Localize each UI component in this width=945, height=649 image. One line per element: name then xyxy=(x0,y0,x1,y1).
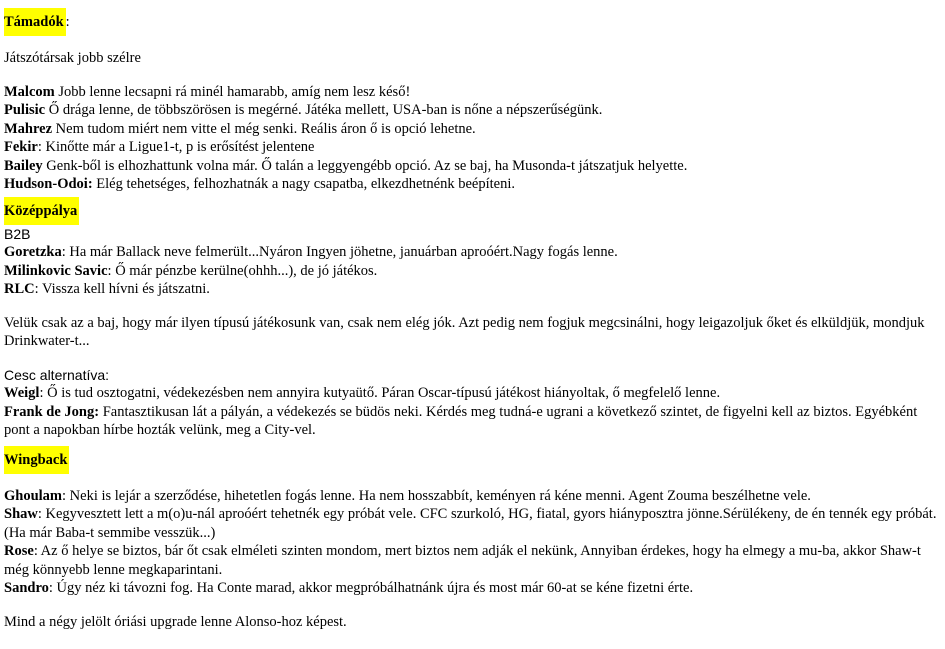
attackers-heading: Támadók xyxy=(4,8,66,36)
player-name: Pulisic xyxy=(4,102,46,118)
player-entry: Ghoulam: Neki is lejár a szerződése, hihetetlen fogás lenne. Ha nem hosszabbít, keményen rá kéne menni. Agent Zouma beszélhetne vele. xyxy=(4,487,811,504)
player-name: Rose xyxy=(4,543,34,559)
wingback-section xyxy=(4,446,941,632)
player-entry xyxy=(4,157,941,176)
player-entry: Weigl: Ő is tud osztogatni, védekezésben nem annyira kutyaütő. Páran Oscar-típusú játékost hiányoltak, ő megfelelő lenne. xyxy=(4,385,721,401)
wingback-heading: Wingback xyxy=(4,446,69,474)
attackers-heading-colon: : xyxy=(65,14,70,30)
player-entry xyxy=(4,83,941,102)
player-entry xyxy=(4,403,941,440)
player-comment: Úgy néz ki távozni fog. Ha Conte marad, akkor megpróbálhatnánk újra és most már 60-at se kéne fizetni érte. xyxy=(56,580,694,596)
player-name: RLC xyxy=(4,281,35,297)
midfield-note: Velük csak az a baj, hogy már ilyen típusú játékosunk van, csak nem elég jók. Azt pedig nem fogjuk megcsinálni, hogy leigazoljuk őket és elküldjük, mondjuk Drinkwater-t... xyxy=(4,314,925,349)
player-name: Fekir xyxy=(4,139,38,155)
player-entry: RLC: Vissza kell hívni és játszatni. xyxy=(4,281,210,297)
player-comment: Ő drága lenne, de többszörösen is megérné. Játéka mellett, USA-ban is nőne a népszerűségünk. xyxy=(48,102,603,118)
player-comment: Kegyvesztett lett a m(o)u-nál aproóért tehetnék egy próbát vele. CFC szurkoló, HG, fiatal, gyors hiányposztra jönne.Sérülékeny, de én tennék egy próbát. (Ha már Baba-t semmibe vesszük...) xyxy=(4,506,937,541)
player-comment: Kinőtte már a Ligue1-t, p is erősítést jelentene xyxy=(45,139,315,155)
player-entry: Rose: Az ő helye se biztos, bár őt csak elméleti szinten mondom, mert biztos nem adják el nekünk, Annyiban érdekes, hogy ha elmegy a mu-ba, akkor Shaw-t még könnyebb lenne megkaparintani. xyxy=(4,543,921,578)
midfield-section xyxy=(4,197,941,440)
player-comment: Jobb lenne lecsapni rá minél hamarabb, amíg nem lesz késő! xyxy=(58,83,411,100)
cesc-list xyxy=(4,384,941,440)
player-name: Shaw xyxy=(4,506,38,522)
player-entry xyxy=(4,175,941,194)
cesc-alternative-label: Cesc alternatíva: xyxy=(4,366,110,383)
wingback-list xyxy=(4,487,941,598)
player-comment: Genk-ből is elhozhattunk volna már. Ő talán a leggyengébb opció. Az se baj, ha Musonda-t játszatjuk helyette. xyxy=(46,157,688,174)
midfield-heading: Középpálya xyxy=(4,197,79,225)
player-name: Sandro xyxy=(4,580,49,596)
player-entry xyxy=(4,101,941,120)
player-entry: Milinkovic Savic: Ő már pénzbe kerülne(ohhh...), de jó játékos. xyxy=(4,262,378,279)
player-comment: Ha már Ballack neve felmerült...Nyáron Ingyen jöhetne, januárban aproóért.Nagy fogás lenne. xyxy=(69,244,618,260)
midfield-subheading: B2B xyxy=(4,225,31,242)
player-entry xyxy=(4,120,941,139)
document-body xyxy=(4,8,941,631)
attackers-list xyxy=(4,83,941,194)
player-comment: Ő is tud osztogatni, védekezésben nem annyira kutyaütő. Páran Oscar-típusú játékost hiányoltak, ő megfelelő lenne. xyxy=(47,385,721,401)
player-name: Malcom xyxy=(4,83,55,100)
player-entry: Goretzka: Ha már Ballack neve felmerült...Nyáron Ingyen jöhetne, januárban aproóért.Nagy fogás lenne. xyxy=(4,244,618,260)
midfield-list xyxy=(4,243,941,299)
player-name: Weigl xyxy=(4,385,40,401)
player-name: Mahrez xyxy=(4,120,53,137)
player-entry: Shaw: Kegyvesztett lett a m(o)u-nál aproóért tehetnék egy próbát vele. CFC szurkoló, HG, fiatal, gyors hiányposztra jönne.Sérülékeny, de én tennék egy próbát. (Ha már Baba-t semmibe vesszük...) xyxy=(4,506,937,541)
player-name: Goretzka xyxy=(4,244,62,260)
wingback-closing: Mind a négy jelölt óriási upgrade lenne Alonso-hoz képest. xyxy=(4,613,347,630)
player-entry: Fekir: Kinőtte már a Ligue1-t, p is erősítést jelentene xyxy=(4,139,315,155)
player-comment: Nem tudom miért nem vitte el még senki. Reális áron ő is opció lehetne. xyxy=(55,120,476,137)
player-entry: Sandro: Úgy néz ki távozni fog. Ha Conte marad, akkor megpróbálhatnánk újra és most már 60-at se kéne fizetni érte. xyxy=(4,580,694,596)
player-name: Bailey xyxy=(4,157,43,174)
player-name: Frank de Jong: xyxy=(4,403,100,420)
player-comment: Ő már pénzbe kerülne(ohhh...), de jó játékos. xyxy=(115,262,378,279)
player-comment: Az ő helye se biztos, bár őt csak elméleti szinten mondom, mert biztos nem adják el nekünk, Annyiban érdekes, hogy ha elmegy a mu-ba, akkor Shaw-t még könnyebb lenne megkaparintani. xyxy=(4,543,921,578)
player-comment: Neki is lejár a szerződése, hihetetlen fogás lenne. Ha nem hosszabbít, keményen rá kéne menni. Agent Zouma beszélhetne vele. xyxy=(69,487,811,504)
attackers-intro: Játszótársak jobb szélre xyxy=(4,50,141,66)
player-name: Milinkovic Savic xyxy=(4,262,108,279)
player-name: Ghoulam xyxy=(4,487,63,504)
player-comment: Vissza kell hívni és játszatni. xyxy=(42,281,210,297)
player-comment: Elég tehetséges, felhozhatnák a nagy csapatba, elkezdhetnénk beépíteni. xyxy=(96,176,515,192)
attackers-section xyxy=(4,8,941,194)
player-name: Hudson-Odoi: xyxy=(4,176,93,192)
player-comment: Fantasztikusan lát a pályán, a védekezés se büdös neki. Kérdés meg tudná-e ugrani a következő szintet, de figyelni kell az biztos. Egyébként pont a napokban hírbe hozták velünk, meg a City-vel. xyxy=(4,403,918,438)
